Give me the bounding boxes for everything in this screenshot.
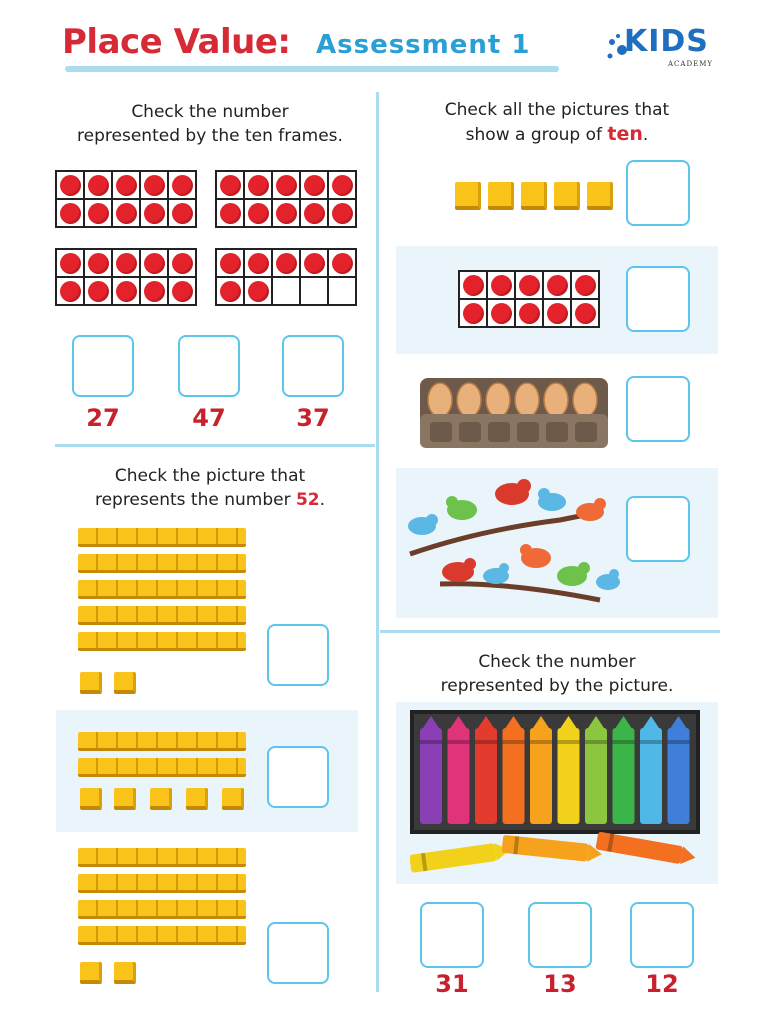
q1-instruction-line1: Check the number [131, 102, 289, 122]
counter-dot [60, 281, 81, 302]
crayon [558, 716, 580, 824]
crayons-image [410, 710, 702, 880]
crayon [503, 716, 525, 824]
q4-instruction-line2: represented by the picture. [440, 676, 674, 696]
q2-instruction-line2: show a group of [465, 125, 608, 145]
ten-frame-cell [85, 278, 111, 304]
q2-checkbox-1[interactable] [626, 160, 690, 226]
ten-frame-cell [85, 200, 111, 226]
ten-frame-cell [301, 172, 327, 198]
logo-text: KIDS [624, 24, 709, 59]
unit-cube [114, 962, 136, 984]
counter-dot [519, 303, 540, 324]
loose-crayon [410, 841, 511, 873]
ten-frame-cell [217, 250, 243, 276]
q2-instruction-suffix: . [642, 125, 649, 145]
ten-frame-cell [544, 272, 570, 298]
ten-frame-cell [113, 172, 139, 198]
q3-instruction-suffix: . [319, 490, 326, 510]
ten-frame-cell [57, 278, 83, 304]
page-title [62, 22, 562, 72]
q4-instruction [392, 650, 722, 698]
ten-frame-cell [301, 200, 327, 226]
ten-frame-cell [516, 272, 542, 298]
unit-cube [455, 182, 481, 210]
counter-dot [491, 275, 512, 296]
ten-frame-cell [516, 300, 542, 326]
q1-instruction [50, 100, 370, 148]
counter-dot [172, 203, 193, 224]
q1-checkbox-3[interactable] [282, 335, 344, 397]
ten-frame-cell [113, 278, 139, 304]
counter-dot [248, 281, 269, 302]
ten-frame-cell [301, 250, 327, 276]
counter-dot [60, 175, 81, 196]
ten-frame-cell [544, 300, 570, 326]
title-underline [65, 66, 559, 72]
kids-academy-logo [602, 24, 722, 74]
counter-dot [88, 175, 109, 196]
crayon [530, 716, 552, 824]
unit-cube [80, 962, 102, 984]
q1-instruction-line2: represented by the ten frames. [77, 126, 343, 146]
unit-cube [587, 182, 613, 210]
ten-rod [78, 758, 246, 777]
counter-dot [116, 281, 137, 302]
ten-frame [55, 170, 197, 228]
loose-crayon [501, 835, 602, 863]
ten-frame [458, 270, 600, 328]
ten-frame-cell [169, 200, 195, 226]
birds-on-branches-image [400, 472, 620, 612]
ten-frame-cell [273, 278, 299, 304]
q4-checkbox-1[interactable] [420, 902, 484, 968]
ten-rod [78, 926, 246, 945]
egg-carton-image [418, 370, 610, 456]
unit-cube [186, 788, 208, 810]
counter-dot [463, 275, 484, 296]
ten-frame-cell [460, 300, 486, 326]
ten-frame-cell [460, 272, 486, 298]
counter-dot [116, 203, 137, 224]
ten-frame-cell [245, 200, 271, 226]
ten-frame-cell [572, 272, 598, 298]
crayon [668, 716, 690, 824]
bird-icon [408, 514, 438, 535]
q2-checkbox-2[interactable] [626, 266, 690, 332]
counter-dot [220, 253, 241, 274]
crayon [475, 716, 497, 824]
q1-option-label: 37 [296, 404, 330, 432]
crayon [585, 716, 607, 824]
q4-instruction-line1: Check the number [478, 652, 636, 672]
unit-cube [114, 788, 136, 810]
counter-dot [332, 203, 353, 224]
ten-frame-cell [572, 300, 598, 326]
counter-dot [220, 203, 241, 224]
unit-cube [488, 182, 514, 210]
ten-frame [215, 170, 357, 228]
q4-checkbox-2[interactable] [528, 902, 592, 968]
counter-dot [463, 303, 484, 324]
q4-option-label: 13 [543, 970, 577, 998]
q3-option-c-blocks [78, 848, 246, 945]
counter-dot [220, 175, 241, 196]
crayon [420, 716, 442, 824]
ten-frame-cell [329, 172, 355, 198]
counter-dot [276, 203, 297, 224]
counter-dot [144, 253, 165, 274]
counter-dot [276, 253, 297, 274]
counter-dot [491, 303, 512, 324]
ten-frame-cell [329, 200, 355, 226]
ten-frame-cell [141, 250, 167, 276]
counter-dot [144, 203, 165, 224]
ten-frame-cell [169, 250, 195, 276]
q1-checkbox-2[interactable] [178, 335, 240, 397]
ten-frame-cell [217, 172, 243, 198]
counter-dot [304, 175, 325, 196]
ten-frame-cell [141, 278, 167, 304]
q3-checkbox-b[interactable] [267, 746, 329, 808]
q3-highlight-number: 52 [295, 490, 320, 510]
q3-checkbox-c[interactable] [267, 922, 329, 984]
q2-highlight-word: ten [607, 123, 643, 145]
q4-option-label: 31 [435, 970, 469, 998]
crayon [640, 716, 662, 824]
ten-frame-cell [141, 172, 167, 198]
counter-dot [220, 281, 241, 302]
crayon [448, 716, 470, 824]
counter-dot [304, 203, 325, 224]
q2-instruction [392, 98, 722, 147]
counter-dot [248, 175, 269, 196]
ten-frame-cell [85, 172, 111, 198]
counter-dot [88, 253, 109, 274]
ten-frame-cell [488, 300, 514, 326]
ten-frame-cell [301, 278, 327, 304]
unit-cube [521, 182, 547, 210]
logo-subtext: ACADEMY [668, 60, 713, 68]
ten-frame-cell [217, 278, 243, 304]
ten-rod [78, 632, 246, 651]
counter-dot [116, 175, 137, 196]
unit-cube [150, 788, 172, 810]
counter-dot [60, 253, 81, 274]
ten-rod [78, 528, 246, 547]
unit-cube [80, 672, 102, 694]
counter-dot [547, 275, 568, 296]
counter-dot [332, 253, 353, 274]
ten-rod [78, 900, 246, 919]
vertical-divider [376, 92, 379, 992]
title-main: Place Value: [62, 22, 291, 62]
unit-cube [80, 788, 102, 810]
ten-frame-cell [113, 250, 139, 276]
counter-dot [172, 175, 193, 196]
counter-dot [547, 303, 568, 324]
ten-frame [215, 248, 357, 306]
counter-dot [60, 203, 81, 224]
left-horizontal-divider [55, 444, 375, 447]
q3-option-a-blocks [78, 528, 246, 651]
ten-frame-cell [488, 272, 514, 298]
ten-frame-cell [245, 172, 271, 198]
ten-frame-cell [141, 200, 167, 226]
q1-checkbox-1[interactable] [72, 335, 134, 397]
counter-dot [248, 253, 269, 274]
ten-rod [78, 848, 246, 867]
counter-dot [88, 203, 109, 224]
ten-rod [78, 732, 246, 751]
ten-frame-cell [245, 278, 271, 304]
q3-instruction [50, 464, 370, 512]
counter-dot [88, 281, 109, 302]
counter-dot [144, 175, 165, 196]
ten-frame-cell [85, 250, 111, 276]
counter-dot [332, 175, 353, 196]
q2-instruction-line1: Check all the pictures that [444, 100, 670, 120]
ten-frame-cell [217, 200, 243, 226]
ten-frame-cell [113, 200, 139, 226]
q4-checkbox-3[interactable] [630, 902, 694, 968]
counter-dot [276, 175, 297, 196]
crayon [613, 716, 635, 824]
ten-frame-cell [273, 172, 299, 198]
ten-frame-cell [273, 200, 299, 226]
ten-frame-cell [169, 278, 195, 304]
counter-dot [304, 253, 325, 274]
ten-rod [78, 554, 246, 573]
ten-frame-cell [329, 278, 355, 304]
ten-frame-cell [245, 250, 271, 276]
unit-cube [554, 182, 580, 210]
counter-dot [248, 203, 269, 224]
ten-frame-cell [57, 172, 83, 198]
ten-frame-cell [273, 250, 299, 276]
q3-instruction-line2: represents the number [94, 490, 296, 510]
unit-cube [114, 672, 136, 694]
counter-dot [172, 253, 193, 274]
ten-frame [55, 248, 197, 306]
q3-instruction-line1: Check the picture that [114, 466, 306, 486]
counter-dot [116, 253, 137, 274]
counter-dot [519, 275, 540, 296]
q2-checkbox-4[interactable] [626, 496, 690, 562]
counter-dot [172, 281, 193, 302]
q1-option-label: 47 [192, 404, 226, 432]
loose-crayon [595, 831, 697, 866]
ten-frame-cell [57, 250, 83, 276]
right-horizontal-divider [380, 630, 720, 633]
ten-frame-cell [329, 250, 355, 276]
ten-rod [78, 874, 246, 893]
title-sub: Assessment 1 [316, 30, 531, 60]
q1-option-label: 27 [86, 404, 120, 432]
ten-rod [78, 606, 246, 625]
q2-checkbox-3[interactable] [626, 376, 690, 442]
counter-dot [575, 275, 596, 296]
counter-dot [144, 281, 165, 302]
ten-rod [78, 580, 246, 599]
q3-option-b-blocks [78, 732, 246, 777]
unit-cube [222, 788, 244, 810]
counter-dot [575, 303, 596, 324]
q3-checkbox-a[interactable] [267, 624, 329, 686]
ten-frame-cell [57, 200, 83, 226]
ten-frame-cell [169, 172, 195, 198]
q4-option-label: 12 [645, 970, 679, 998]
